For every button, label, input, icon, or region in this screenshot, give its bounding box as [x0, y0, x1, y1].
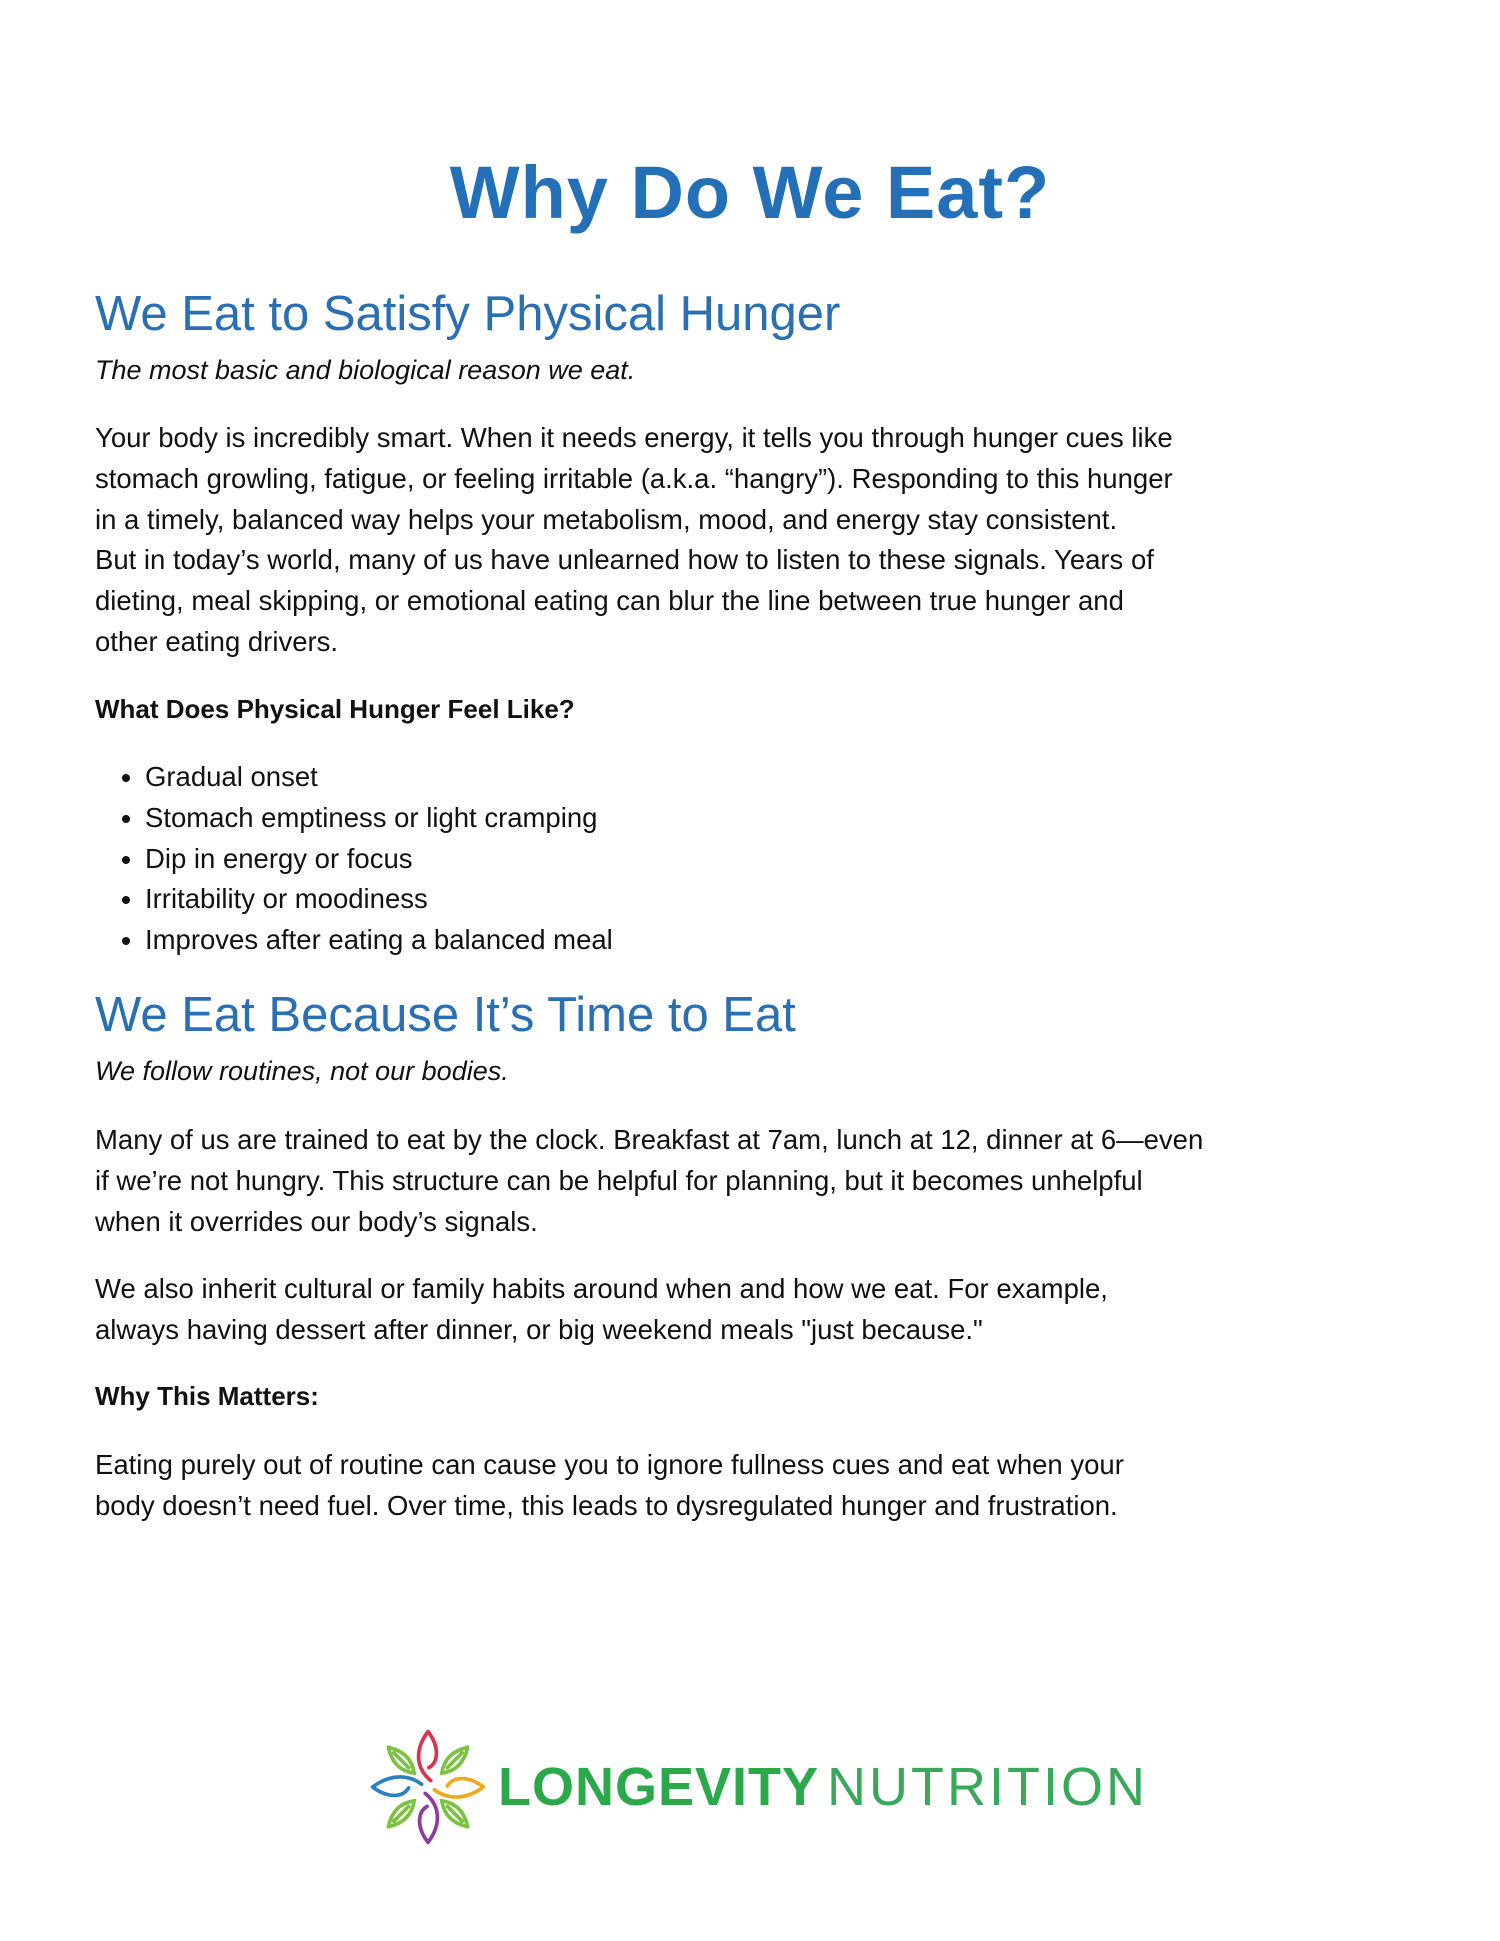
- list-item: • Dip in energy or focus: [145, 839, 613, 880]
- paragraph-line: Your body is incredibly smart. When it needs energy, it tells you through hunger cues like: [95, 422, 1173, 453]
- matters-heading: Why This Matters:: [95, 1381, 319, 1411]
- paragraph-line: if we’re not hungry. This structure can be helpful for planning, but it becomes unhelpful: [95, 1164, 1143, 1196]
- list-item: • Improves after eating a balanced meal: [145, 920, 613, 961]
- list-item: • Gradual onset: [145, 757, 613, 798]
- paragraph-line: body doesn’t need fuel. Over time, this leads to dysregulated hunger and frustration.: [95, 1489, 1118, 1521]
- logo-word-nutrition: NUTRITION: [827, 1757, 1148, 1817]
- paragraph-line: stomach growling, fatigue, or feeling irritable (a.k.a. “hangry”). Responding to this hunger: [95, 462, 1173, 494]
- section-paragraph: [95, 418, 1173, 663]
- leaf-flower-icon: [368, 1722, 488, 1852]
- section-subtitle: We follow routines, not our bodies.: [95, 1056, 509, 1086]
- section-paragraph: [95, 1269, 1108, 1351]
- section-heading-physical-hunger: We Eat to Satisfy Physical Hunger: [95, 287, 841, 341]
- paragraph-line: dieting, meal skipping, or emotional eating can blur the line between true hunger and: [95, 585, 1124, 617]
- paragraph-line: But in today’s world, many of us have unlearned how to listen to these signals. Years of: [95, 544, 1154, 576]
- paragraph-line: other eating drivers.: [95, 625, 339, 657]
- paragraph-line: Many of us are trained to eat by the clock. Breakfast at 7am, lunch at 12, dinner at 6—even: [95, 1124, 1204, 1155]
- paragraph-line: when it overrides our body’s signals.: [95, 1205, 538, 1237]
- hunger-signs-list: [95, 757, 613, 961]
- list-item: • Stomach emptiness or light cramping: [145, 798, 613, 839]
- paragraph-line: always having dessert after dinner, or big weekend meals "just because.": [95, 1313, 983, 1345]
- logo-wordmark: [498, 1756, 1148, 1818]
- page-title: Why Do We Eat?: [449, 151, 1051, 234]
- list-heading: What Does Physical Hunger Feel Like?: [95, 694, 575, 724]
- paragraph-line: in a timely, balanced way helps your metabolism, mood, and energy stay consistent.: [95, 503, 1118, 535]
- section-paragraph: [95, 1445, 1124, 1527]
- list-item: • Irritability or moodiness: [145, 879, 613, 920]
- section-heading-time-to-eat: We Eat Because It’s Time to Eat: [95, 988, 796, 1042]
- paragraph-line: Eating purely out of routine can cause you to ignore fullness cues and eat when your: [95, 1449, 1124, 1480]
- logo-word-longevity: LONGEVITY: [498, 1757, 820, 1817]
- paragraph-line: We also inherit cultural or family habits around when and how we eat. For example,: [95, 1273, 1108, 1304]
- section-paragraph: [95, 1120, 1203, 1242]
- section-subtitle: The most basic and biological reason we eat.: [95, 355, 636, 385]
- longevity-nutrition-logo: [368, 1722, 1148, 1852]
